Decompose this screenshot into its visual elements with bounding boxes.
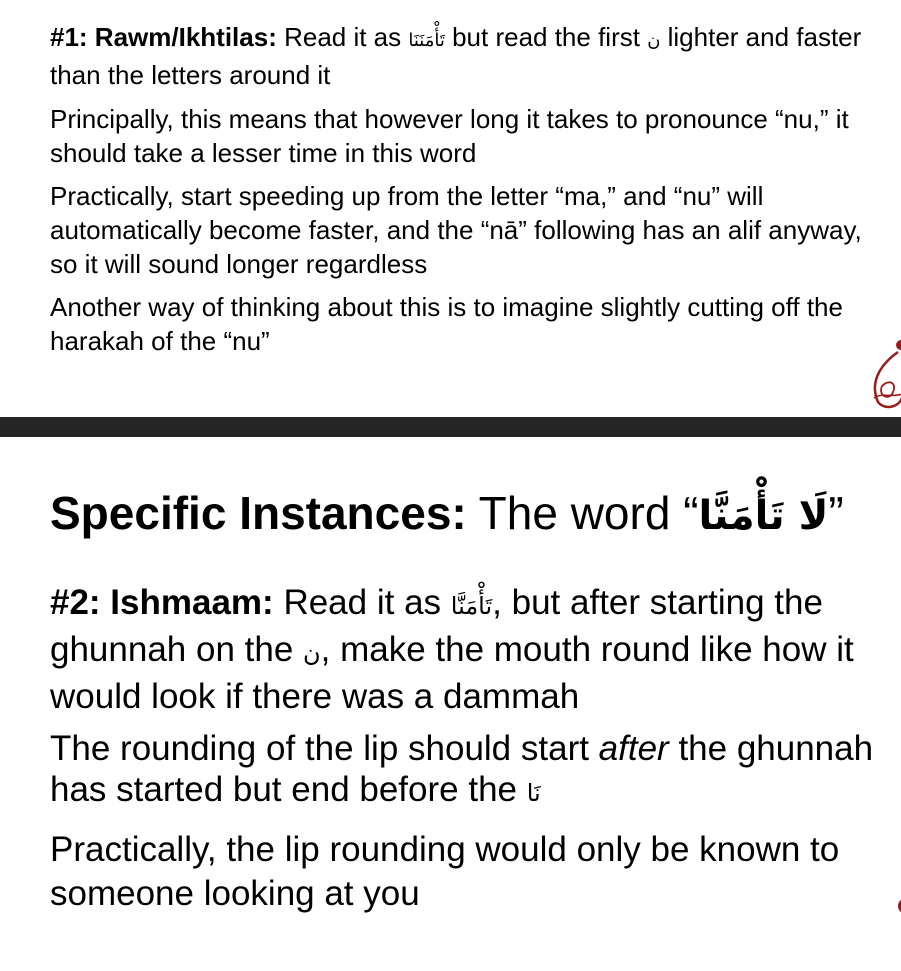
rule-2-text-b: , but after starting the ghunnah on the xyxy=(50,583,823,669)
practical-2-paragraph: Practically, the lip rounding would only be known to someone looking at you xyxy=(50,830,840,913)
rule-1-text-a: Read it as xyxy=(276,22,409,52)
slide-divider xyxy=(0,417,901,437)
rounding-emphasis: after xyxy=(598,729,669,768)
rule-1-label: #1: Rawm/Ikhtilas: xyxy=(50,22,277,52)
heading-arabic: لَا تَأْمَنَّا xyxy=(698,493,829,539)
slide-heading xyxy=(50,485,844,544)
arabic-letter-nun: ن xyxy=(303,639,321,667)
slide-ishmaam xyxy=(0,437,901,916)
slide-rawm-ikhtilas xyxy=(0,0,901,417)
rounding-text-a: The rounding of the lip should start xyxy=(50,729,599,768)
rule-1-paragraph xyxy=(50,20,870,92)
arabic-letter-nun: ن xyxy=(647,30,661,51)
rounding-text-b: the ghunnah has started but end before the xyxy=(50,729,874,809)
rule-1-text-b: but read the first xyxy=(444,22,648,52)
rule-2-label: #2: Ishmaam: xyxy=(50,583,274,622)
rule-2-paragraph xyxy=(50,581,880,719)
rule-2-text-a: Read it as xyxy=(273,583,451,622)
arabic-word: تَأْمَنَّا xyxy=(450,592,493,620)
arabic-na: نَا xyxy=(526,779,541,807)
principle-paragraph: Principally, this means that however long it takes to pronounce “nu,” it should take a lesser time in this word xyxy=(50,104,849,168)
practical-paragraph: Practically, start speeding up from the letter “ma,” and “nu” will automatically become faster, and the “nā” following has an alif anyway, so it will sound longer regardless xyxy=(50,181,862,279)
rule-1-text-c: lighter and faster than the letters around it xyxy=(50,22,862,90)
heading-label: Specific Instances: xyxy=(50,487,467,539)
calligraphy-logo-icon xyxy=(888,895,901,971)
another-way-paragraph: Another way of thinking about this is to imagine slightly cutting off the harakah of the “nu” xyxy=(50,292,843,356)
calligraphy-logo-icon xyxy=(868,336,901,412)
arabic-word: تَأْمَنَنَا xyxy=(408,30,445,51)
heading-close-quote: ” xyxy=(828,487,844,539)
rule-2-text-c: , make the mouth round like how it would look if there was a dammah xyxy=(50,630,854,716)
heading-text: The word “ xyxy=(466,487,699,539)
rounding-paragraph xyxy=(50,728,880,814)
